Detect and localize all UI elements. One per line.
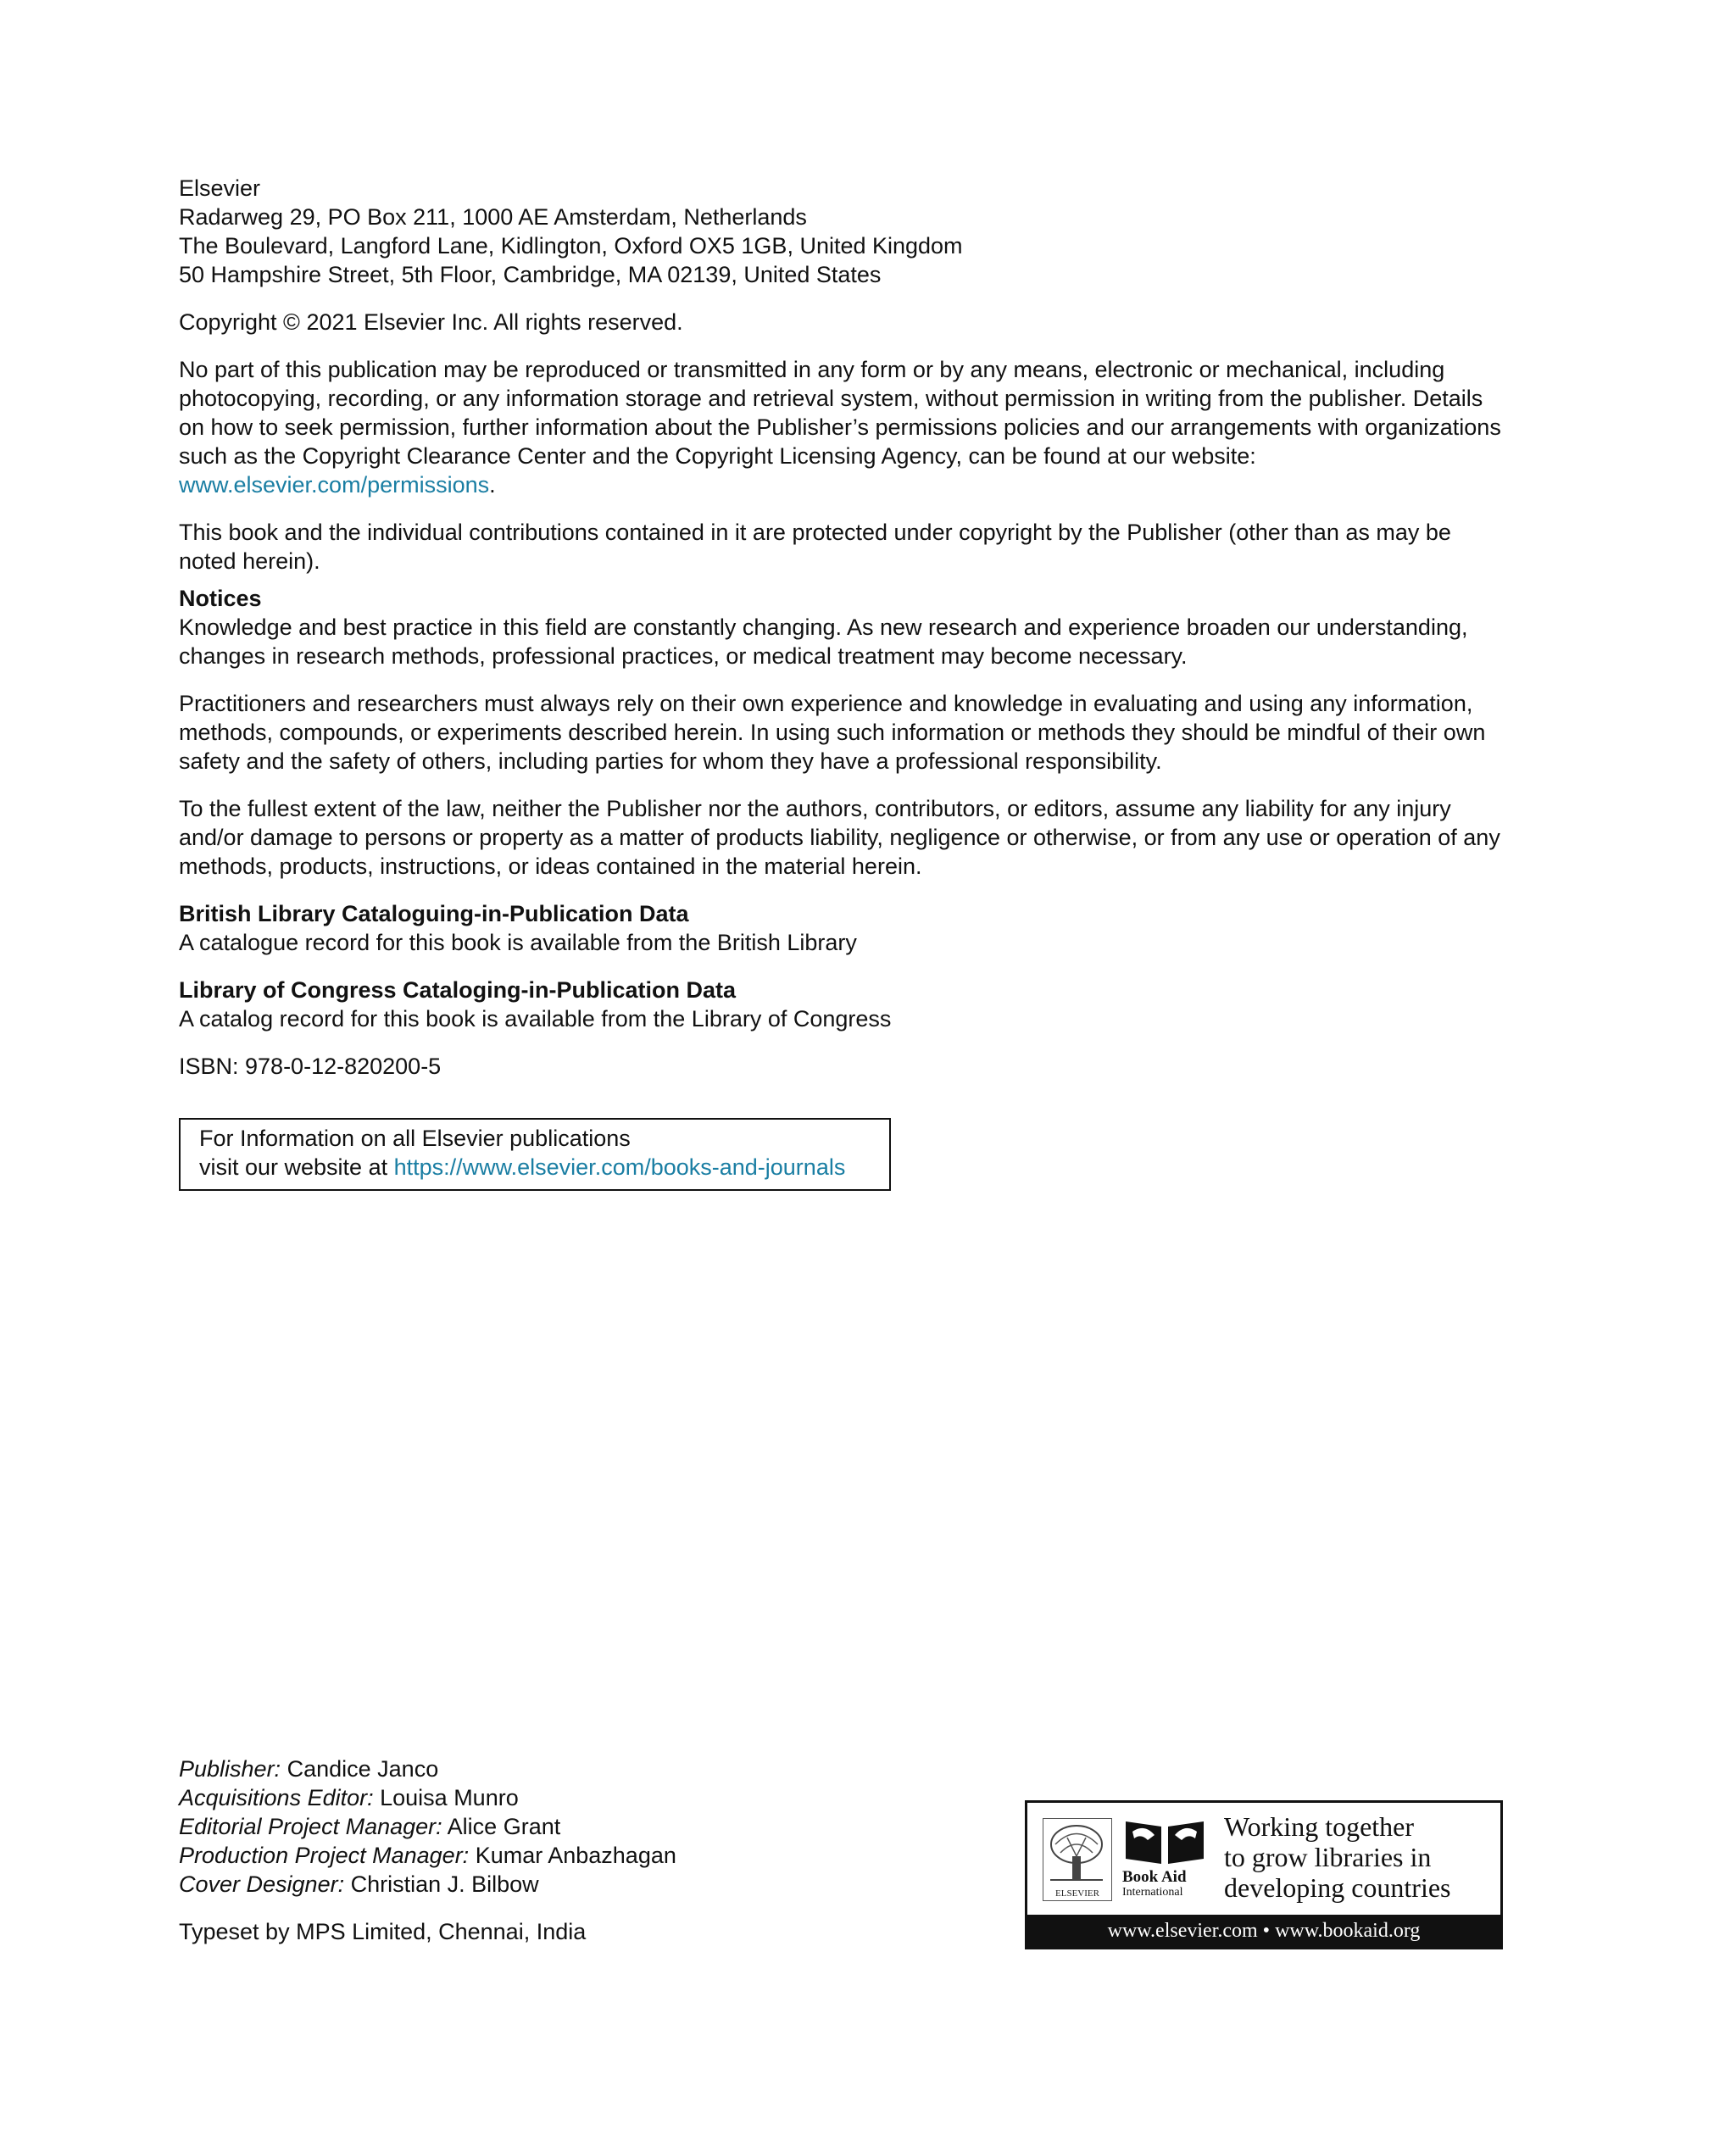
book-aid-banner — [1025, 1800, 1503, 1949]
info-box-prefix: visit our website at — [199, 1154, 394, 1180]
info-box — [179, 1118, 891, 1191]
address-line: The Boulevard, Langford Lane, Kidlington, Oxford OX5 1GB, United Kingdom — [179, 233, 963, 259]
protection-paragraph: This book and the individual contributions contained in it are protected under copyright by the Publisher (other than as may be noted herein). — [179, 520, 1451, 574]
credit-name: Candice Janco — [287, 1756, 439, 1782]
book-aid-logo — [1122, 1815, 1207, 1905]
credit-name: Kumar Anbazhagan — [475, 1843, 676, 1868]
book-aid-sub: International — [1122, 1886, 1183, 1899]
isbn: ISBN: 978-0-12-820200-5 — [179, 1054, 442, 1079]
credit-line — [179, 1812, 942, 1841]
notices-paragraph: Practitioners and researchers must always rely on their own experience and knowledge in evaluating and using any information, methods, compounds, or experiments described herein. In using such information or methods they should be mindful of their own safety and the safety of others, including parties for whom they have a professional responsibility. — [179, 691, 1486, 774]
elsevier-logo-text: ELSEVIER — [1055, 1888, 1099, 1899]
permissions-link[interactable]: www.elsevier.com/permissions — [179, 472, 490, 498]
credit-role: Production Project Manager: — [179, 1843, 470, 1868]
permissions-paragraph — [179, 355, 1501, 499]
copyright-page — [179, 174, 1501, 1081]
credit-line — [179, 1841, 942, 1870]
credit-name: Alice Grant — [447, 1814, 561, 1839]
copyright-line: Copyright © 2021 Elsevier Inc. All rights reserved. — [179, 309, 683, 335]
loc-text: A catalog record for this book is available from the Library of Congress — [179, 1006, 892, 1032]
books-journals-link[interactable]: https://www.elsevier.com/books-and-journals — [393, 1154, 846, 1180]
credit-line — [179, 1783, 942, 1812]
credit-role: Editorial Project Manager: — [179, 1814, 442, 1839]
tree-icon — [1043, 1819, 1110, 1887]
credit-role: Acquisitions Editor: — [179, 1785, 374, 1810]
typeset-line: Typeset by MPS Limited, Chennai, India — [179, 1919, 587, 1944]
publisher-name: Elsevier — [179, 175, 261, 201]
elsevier-tree-logo — [1043, 1818, 1112, 1901]
credit-line — [179, 1870, 942, 1899]
tagline-line: to grow libraries in — [1224, 1842, 1432, 1872]
tagline-line: Working together — [1224, 1811, 1415, 1842]
info-box-line: For Information on all Elsevier publications — [199, 1126, 631, 1151]
address-line: 50 Hampshire Street, 5th Floor, Cambridge, MA 02139, United States — [179, 262, 882, 287]
loc-heading: Library of Congress Cataloging-in-Publication Data — [179, 977, 737, 1003]
open-book-hands-icon — [1122, 1815, 1207, 1867]
tagline-line: developing countries — [1224, 1872, 1451, 1903]
permissions-end: . — [489, 472, 496, 498]
credit-line — [179, 1755, 942, 1783]
book-aid-tagline — [1224, 1811, 1450, 1903]
address-line: Radarweg 29, PO Box 211, 1000 AE Amsterdam, Netherlands — [179, 204, 807, 230]
british-library-text: A catalogue record for this book is available from the British Library — [179, 930, 857, 955]
credits — [179, 1755, 942, 1899]
info-box-line — [199, 1153, 871, 1182]
book-aid-footer: www.elsevier.com • www.bookaid.org — [1027, 1915, 1500, 1947]
notices-paragraph: To the fullest extent of the law, neither the Publisher nor the authors, contributors, or editors, assume any liability for any injury and/or damage to persons or property as a matter of products liability, negligence or otherwise, or from any use or operation of any methods, products, instructions, or ideas contained in the material herein. — [179, 796, 1500, 879]
credit-name: Christian J. Bilbow — [350, 1871, 539, 1897]
permissions-text: No part of this publication may be reproduced or transmitted in any form or by any means, electronic or mechanical, including photocopying, recording, or any information storage and retrieval system, without permission in writing from the publisher. Details on how to seek permission, further information about the Publisher’s permissions policies and our arrangements with organizations such as the Copyright Clearance Center and the Copyright Licensing Agency, can be found at our website: — [179, 357, 1501, 469]
credit-role: Publisher: — [179, 1756, 281, 1782]
notices-heading: Notices — [179, 586, 262, 611]
credit-role: Cover Designer: — [179, 1871, 345, 1897]
british-library-heading: British Library Cataloguing-in-Publication Data — [179, 901, 689, 926]
notices-paragraph: Knowledge and best practice in this field are constantly changing. As new research and experience broaden our understanding, changes in research methods, professional practices, or medical treatment may become necessary. — [179, 614, 1468, 669]
book-aid-title: Book Aid — [1122, 1868, 1187, 1886]
credit-name: Louisa Munro — [380, 1785, 519, 1810]
